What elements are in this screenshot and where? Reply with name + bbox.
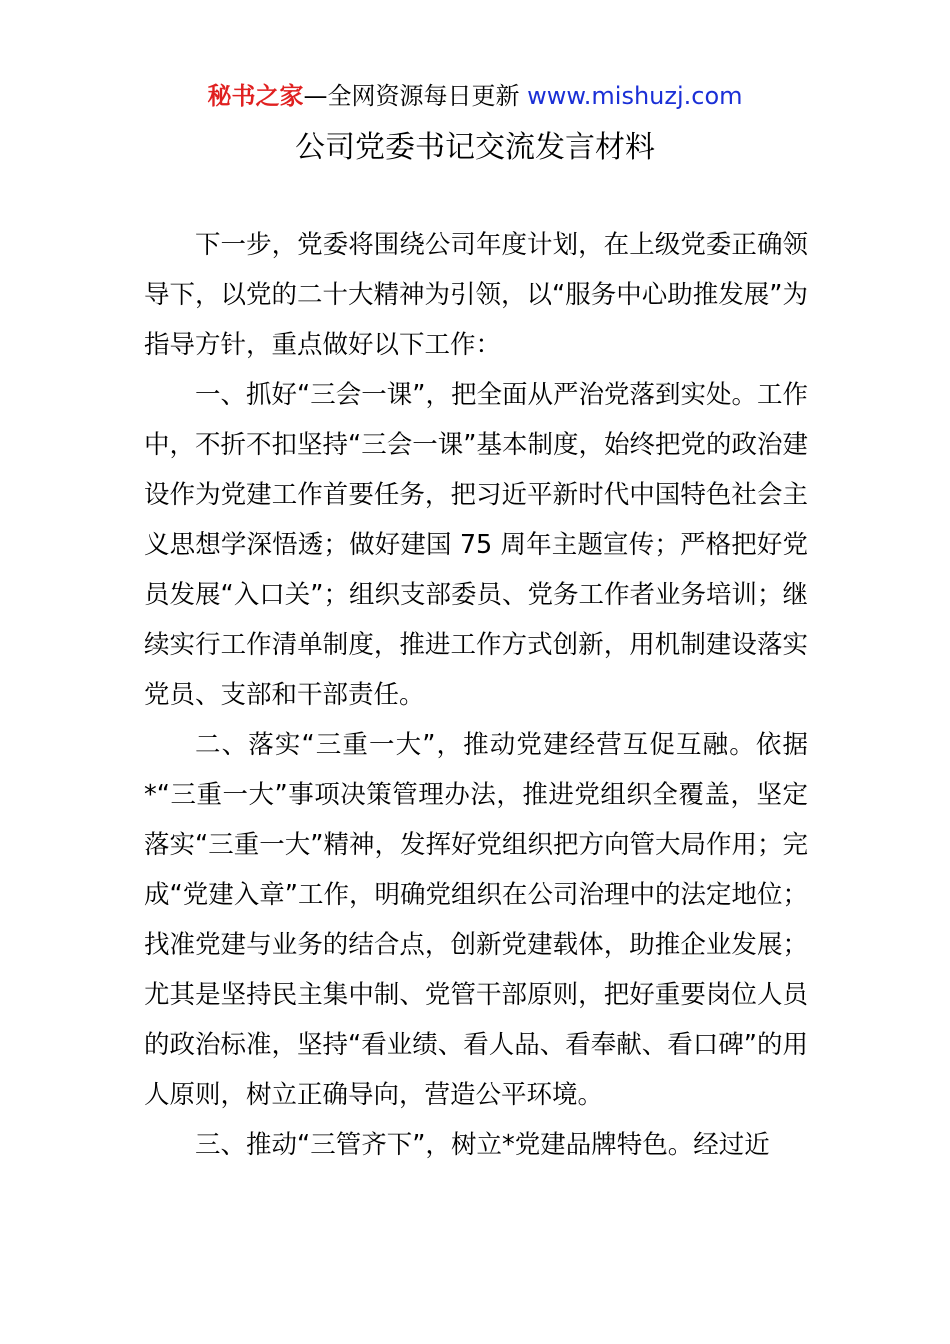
- section-heading: 一、抓好“三会一课”，: [195, 380, 451, 410]
- site-tagline: —全网资源每日更新: [303, 82, 528, 110]
- document-body: [144, 220, 808, 1170]
- paragraph-text: 把全面从严治党落到实处。工作中，不折不扣坚持“三会一课”基本制度，始终把党的政治建设作为党建工作首要任务，把习近平新时代中国特色社会主义思想学深悟透；做好建国 75 周年主题宣传；严格把好党员发展“入口关”；组织支部委员、党务工作者业务培训；继续实行工作清单制度，推进工作方式创新，用机制建设落实党员、支部和干部责任。: [144, 380, 808, 710]
- paragraph-text: 树立*党建品牌特色。经过近: [450, 1130, 770, 1160]
- paragraph-text: 推动党建经营互促互融。依据*“三重一大”事项决策管理办法，推进党组织全覆盖，坚定落实“三重一大”精神，发挥好党组织把方向管大局作用；完成“党建入章”工作，明确党组织在公司治理中的法定地位；找准党建与业务的结合点，创新党建载体，助推企业发展；尤其是坚持民主集中制、党管干部原则，把好重要岗位人员的政治标准，坚持“看业绩、看人品、看奉献、看口碑”的用人原则，树立正确导向，营造公平环境。: [144, 730, 808, 1110]
- section-heading: 三、推动“三管齐下”，: [195, 1130, 451, 1160]
- section-heading: 二、落实“三重一大”，: [195, 730, 464, 760]
- document-title: 公司党委书记交流发言材料: [295, 130, 655, 165]
- site-url-link[interactable]: www.mishuzj.com: [527, 82, 743, 110]
- paragraph-section-2: [144, 720, 808, 1120]
- paragraph-intro: [144, 220, 808, 370]
- paragraph-section-1: [144, 370, 808, 720]
- brand-name: 秘书之家: [207, 82, 304, 110]
- paragraph-text: 下一步，党委将围绕公司年度计划，在上级党委正确领导下，以党的二十大精神为引领，以“服务中心助推发展”为指导方针，重点做好以下工作：: [144, 230, 808, 360]
- paragraph-section-3: [144, 1120, 808, 1170]
- site-header: [0, 80, 950, 112]
